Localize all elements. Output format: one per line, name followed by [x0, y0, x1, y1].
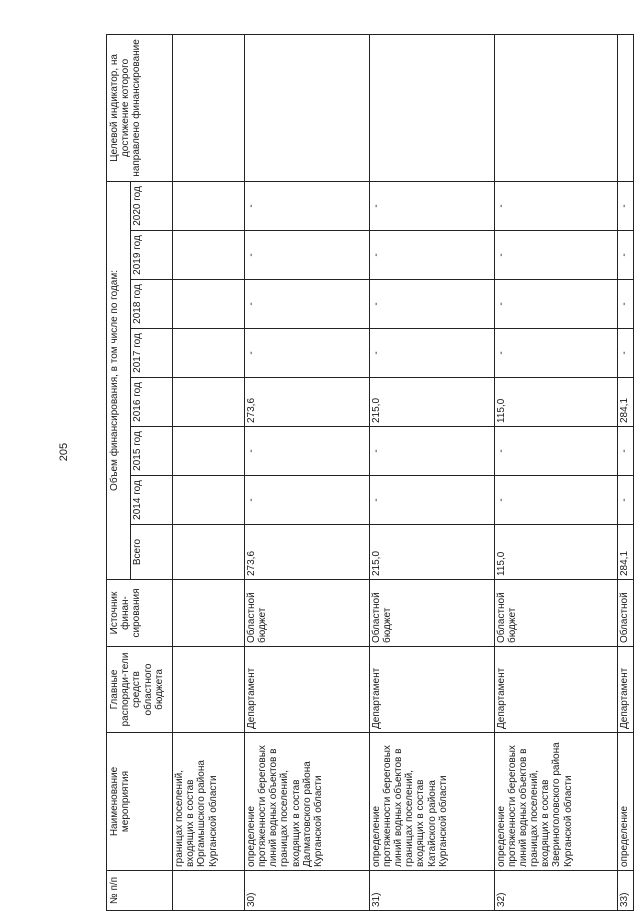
row-2015: -: [244, 427, 369, 476]
header-admin: Главные распоряди-тели средств областного бюджета: [107, 647, 173, 733]
table-row: [244, 34, 369, 910]
header-2020: 2020 год: [131, 181, 173, 230]
row-indicator: [244, 34, 369, 181]
row-admin: Департамент: [369, 647, 494, 733]
row-source: Областной бюджет: [244, 580, 369, 647]
row-total: 284,1: [618, 525, 634, 580]
row-2019: -: [494, 231, 618, 280]
row-2017: -: [618, 329, 634, 378]
header-source: Источник финан-сирования: [107, 580, 173, 647]
row-admin: Департамент: [494, 647, 618, 733]
header-num: № п/п: [107, 871, 173, 911]
row-name: определение протяженности береговых линий водных объектов в границах поселений, входящих в состав Катайского района Курганской области: [369, 733, 494, 871]
row-2017: -: [369, 329, 494, 378]
header-2016: 2016 год: [131, 378, 173, 427]
row-2014: -: [618, 476, 634, 525]
row-2016: 115,0: [494, 378, 618, 427]
row-2018: -: [618, 280, 634, 329]
financing-table: [106, 34, 634, 911]
continuation-name: границах поселений, входящих в состав Юргамышского района Курганской области: [173, 733, 245, 871]
row-2015: -: [618, 427, 634, 476]
row-name: определение протяженности береговых линий водных объектов в границах поселений, входящих в состав Звериноголовского района Курганской области: [494, 733, 618, 871]
row-indicator: [494, 34, 618, 181]
row-2019: -: [369, 231, 494, 280]
header-name: Наименование мероприятия: [107, 733, 173, 871]
row-num: 33): [618, 871, 634, 911]
row-2015: -: [494, 427, 618, 476]
row-2016: 215,0: [369, 378, 494, 427]
row-indicator: [369, 34, 494, 181]
row-2020: -: [244, 181, 369, 230]
table-row: [494, 34, 618, 910]
row-2018: -: [244, 280, 369, 329]
header-indicator: Целевой индикатор, на достижение которого направлено финансирование: [107, 34, 173, 181]
header-volume: Объем финансирования, в том числе по годам:: [107, 181, 131, 579]
header-2017: 2017 год: [131, 329, 173, 378]
row-2016: 284,1: [618, 378, 634, 427]
row-2014: -: [494, 476, 618, 525]
row-2017: -: [494, 329, 618, 378]
row-2016: 273,6: [244, 378, 369, 427]
row-2015: -: [369, 427, 494, 476]
row-source: Областной бюджет: [369, 580, 494, 647]
table-row: [618, 34, 634, 910]
row-2020: -: [369, 181, 494, 230]
row-source: Областной бюджет: [494, 580, 618, 647]
row-2018: -: [494, 280, 618, 329]
row-num: 30): [244, 871, 369, 911]
row-name: определение протяженности береговых линий водных объектов в границах поселений, входящих в состав Далматовского района Курганской области: [244, 733, 369, 871]
row-num: 32): [494, 871, 618, 911]
row-source: Областной: [618, 580, 634, 647]
row-2014: -: [244, 476, 369, 525]
row-2019: -: [244, 231, 369, 280]
row-admin: Департамент: [244, 647, 369, 733]
row-total: 115,0: [494, 525, 618, 580]
row-name: определение: [618, 733, 634, 871]
row-2014: -: [369, 476, 494, 525]
row-num: 31): [369, 871, 494, 911]
row-2020: -: [618, 181, 634, 230]
row-2017: -: [244, 329, 369, 378]
table-row-continuation: [173, 34, 245, 910]
table-row: [369, 34, 494, 910]
row-2020: -: [494, 181, 618, 230]
header-2014: 2014 год: [131, 476, 173, 525]
header-2018: 2018 год: [131, 280, 173, 329]
row-total: 273,6: [244, 525, 369, 580]
header-2015: 2015 год: [131, 427, 173, 476]
row-total: 215,0: [369, 525, 494, 580]
header-2019: 2019 год: [131, 231, 173, 280]
page-number: 205: [58, 442, 70, 462]
row-indicator: [618, 34, 634, 181]
header-total: Всего: [131, 525, 173, 580]
row-2019: -: [618, 231, 634, 280]
financing-table-container: [106, 39, 634, 911]
row-2018: -: [369, 280, 494, 329]
row-admin: Департамент: [618, 647, 634, 733]
